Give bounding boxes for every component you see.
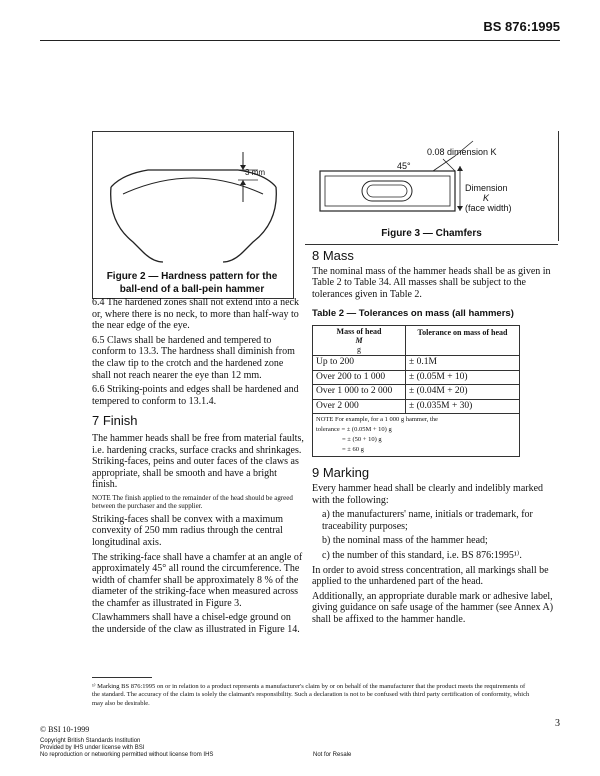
footnote-rule (92, 677, 152, 678)
heading-finish: 7 Finish (92, 413, 138, 429)
clause-6-4: 6.4 The hardened zones shall not extend into a neck or, where there is no neck, to more than half-way to the near edge of the eye. (92, 297, 299, 332)
page-number: 3 (555, 718, 560, 729)
marking-paragraph-2: In order to avoid stress concentration, all markings shall be applied to the unhardened part of the head. (312, 564, 549, 588)
document-reference: BS 876:1995 (483, 19, 560, 34)
figure-3-rule (305, 244, 558, 245)
figure-3-angle-label: 45° (397, 161, 411, 171)
mass-paragraph: The nominal mass of the hammer heads shall be as given in Table 2 to Table 34. All masses shall be subject to the tolerances given in Table 2. (312, 265, 551, 300)
table-header-mass: Mass of head M g (313, 325, 406, 355)
heading-marking: 9 Marking (312, 465, 370, 481)
figure-2-caption: Figure 2 — Hardness pattern for the ball-end of a ball-pein hammer (106, 271, 278, 295)
marking-paragraph-3: Additionally, an appropriate durable mark or adhesive label, giving guidance on safe usage of the hammer (see Annex A) shall be affixed to the hammer handle. (312, 590, 554, 625)
finish-paragraph-1: The hammer heads shall be free from material faults, i.e. hardening cracks, surface cracks and shrinkages. Striking-faces, peins and outer faces of the claws as appropriate, shall be smooth and have a bright finish. (92, 432, 304, 491)
figure-2-dimension-label: 3 mm (245, 168, 265, 177)
table-row: Over 200 to 1 000 ± (0.05M + 10) (313, 370, 520, 385)
table-note-row (313, 414, 520, 457)
license-text: Copyright British Standards Institution Provided by IHS under license with BSI No reproduction or networking permitted without license from IHS (40, 738, 214, 758)
table-header-tolerance: Tolerance on mass of head (406, 325, 520, 355)
copyright-notice: © BSI 10-1999 (40, 725, 90, 734)
marking-item-a: a) the manufacturers' name, initials or trademark, for traceability purposes; (322, 509, 533, 532)
left-column (92, 297, 304, 639)
marking-paragraph: Every hammer head shall be clearly and indelibly marked with the following: (312, 482, 544, 506)
figure-3-frame (305, 131, 559, 241)
finish-paragraph-4: Clawhammers shall have a chisel-edge ground on the underside of the claw as illustrated in Figure 14. (92, 612, 300, 636)
not-for-resale: Not for Resale (313, 752, 352, 758)
table-row: Over 2 000 ± (0.035M + 30) (313, 399, 520, 414)
footnote: ¹⁾ Marking BS 876:1995 on or in relation to a product represents a manufacturer's claim by or on behalf of the manufacturer that the product meets the requirements of the standard. The accuracy of the claim is solely the claimant's responsibility. Such a declaration is not to be confused with third party certification of conformity, which may also be desirable. (92, 683, 530, 707)
right-column (312, 250, 558, 628)
clause-6-6: 6.6 Striking-points and edges shall be hardened and tempered to conform to 13.1.4. (92, 384, 299, 407)
marking-item-b: b) the nominal mass of the hammer head; (322, 535, 488, 547)
table-row: Over 1 000 to 2 000 ± (0.04M + 20) (313, 385, 520, 400)
finish-paragraph-3: The striking-face shall have a chamfer at an angle of approximately 45° all round the circumference. The width of chamfer shall be approximately 8 % of the diameter of the striking-face when measured across the chamfer as illustrated in Figure 3. (92, 551, 303, 609)
table-2 (312, 325, 520, 457)
heading-mass: 8 Mass (312, 248, 354, 263)
table-row: Up to 200 ± 0.1M (313, 355, 520, 370)
figure-3-dimension-label: Dimension K (face width) (465, 183, 512, 213)
clause-6-5: 6.5 Claws shall be hardened and tempered to conform to 13.3. The hardness shall diminish from the claw tip to the crotch and the hardened zone shall not reach nearer the eye than 12 mm. (92, 334, 295, 381)
header-rule (40, 40, 560, 41)
marking-item-c: c) the number of this standard, i.e. BS 876:1995¹⁾. (322, 549, 522, 561)
finish-paragraph-2: Striking-faces shall be convex with a maximum convexity of 250 mm radius through the central longitudinal axis. (92, 513, 284, 548)
table-note: NOTE For example, for a 1 000 g hammer, the tolerance = ± (0.05M + 10) g = ± (50 + 10) g = ± 60 g (313, 414, 520, 457)
figure-3-caption: Figure 3 — Chamfers (381, 228, 482, 239)
table-2-title: Table 2 — Tolerances on mass (all hammers) (312, 308, 514, 320)
figure-3-chamfer-label: 0.08 dimension K (427, 147, 497, 157)
finish-note: NOTE The finish applied to the remainder of the head should be agreed between the purchaser and the supplier. (92, 493, 293, 511)
table-header-row (313, 325, 520, 355)
